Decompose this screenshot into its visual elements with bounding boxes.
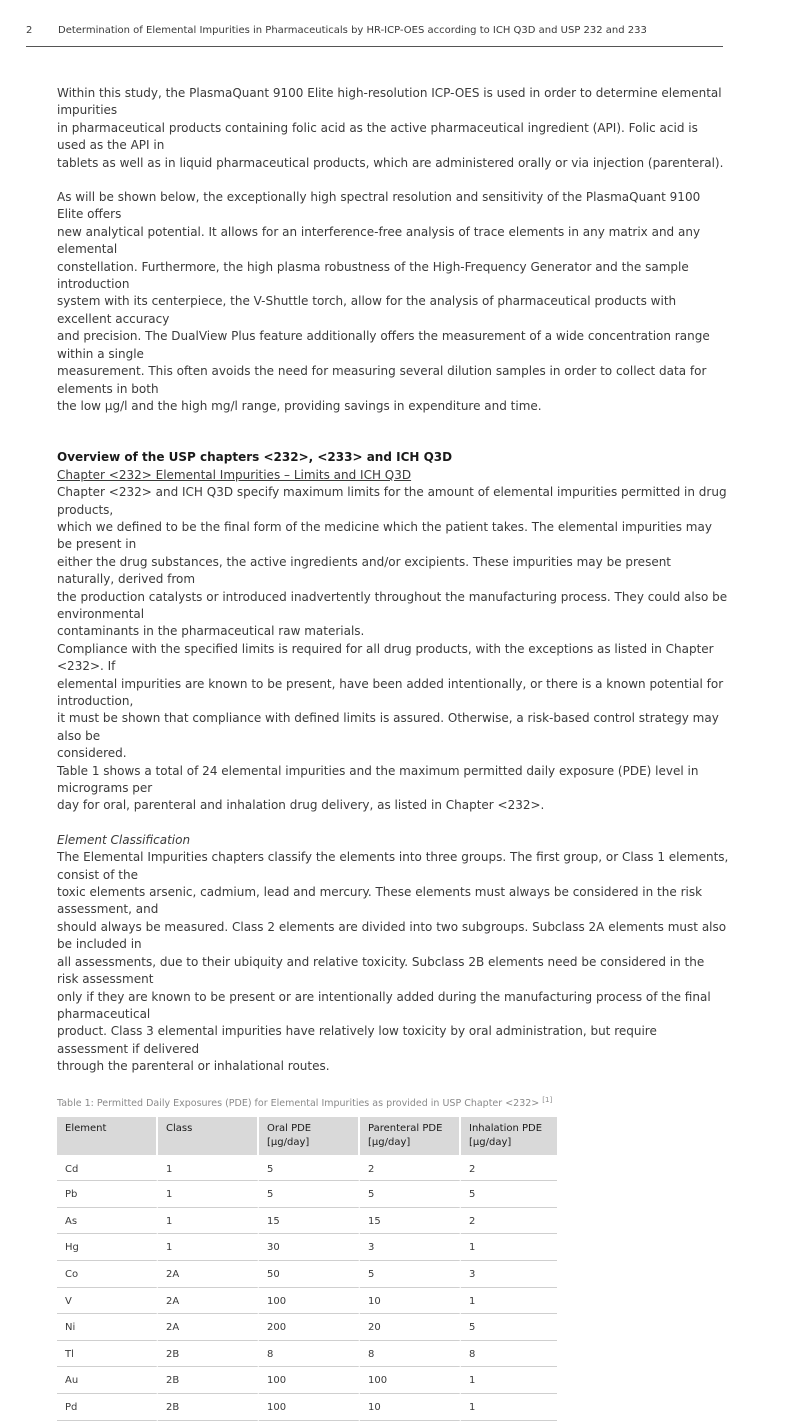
caption-text: Table 1: Permitted Daily Exposures (PDE) for Elemental Impurities as provided in USP Chapter <232> [57,1097,540,1109]
table-cell: 5 [259,1181,360,1208]
table-row [57,1288,557,1315]
pde-table [57,1117,557,1421]
text-line: should always be measured. Class 2 elements are divided into two subgroups. Subclass 2A elements must also be included in [57,919,727,952]
text-line: it must be shown that compliance with defined limits is assured. Otherwise, a risk-based control strategy may also be [57,711,719,743]
table-cell: 1 [158,1155,259,1182]
subsection-heading: Chapter <232> Elemental Impurities – Limits and ICH Q3D [57,467,412,482]
table-cell: 1 [158,1234,259,1261]
header-cell: Element [57,1117,158,1155]
text-line: either the drug substances, the active ingredients and/or excipients. These impurities may be present naturally, derived from [57,554,672,587]
table-cell: Pd [57,1394,158,1421]
text-line: Chapter <232> and ICH Q3D specify maximum limits for the amount of elemental impurities permitted in drug products, [57,485,727,517]
classification-heading: Element Classification [57,832,191,847]
table-cell: 100 [259,1288,360,1315]
table-cell: 1 [461,1288,557,1315]
text-line: system with its centerpiece, the V-Shuttle torch, allow for the analysis of pharmaceutical products with excellent accuracy [57,294,677,326]
overview-paragraph-3 [57,763,729,815]
table-cell: 2 [461,1155,557,1182]
table-row [57,1367,557,1394]
page-body [57,85,729,1421]
table-cell: As [57,1208,158,1235]
table-cell: 2A [158,1288,259,1315]
table-cell: 8 [259,1341,360,1368]
table-cell: Hg [57,1234,158,1261]
table-cell: 100 [360,1367,461,1394]
table-row [57,1208,557,1235]
table-cell: 200 [259,1314,360,1341]
table-cell: 10 [360,1394,461,1421]
text-line: Compliance with the specified limits is required for all drug products, with the exceptions as listed in Chapter <232>. If [57,641,714,674]
table-cell: 2 [360,1155,461,1182]
table-cell: 2A [158,1314,259,1341]
overview-paragraph-1 [57,484,729,641]
text-line: The Elemental Impurities chapters classify the elements into three groups. The first group, or Class 1 elements, consist of the [57,850,729,882]
text-line: considered. [57,746,127,761]
table-cell: V [57,1288,158,1315]
table-cell: 5 [360,1261,461,1288]
table-cell: 5 [360,1181,461,1208]
table-cell: 8 [461,1341,557,1368]
text-line: elemental impurities are known to be present, have been added intentionally, or there is a known potential for introduction, [57,676,724,708]
text-line: through the parenteral or inhalational routes. [57,1059,330,1074]
table-row [57,1181,557,1208]
table-cell: Tl [57,1341,158,1368]
text-line: all assessments, due to their ubiquity and relative toxicity. Subclass 2B elements need be considered in the risk assessment [57,954,705,987]
table-cell: 30 [259,1234,360,1261]
table-cell: 5 [461,1314,557,1341]
text-line: measurement. This often avoids the need for measuring several dilution samples in order to collect data for elements in both [57,364,707,396]
table-row [57,1234,557,1261]
table-cell: 10 [360,1288,461,1315]
table-cell: 2B [158,1341,259,1368]
text-line: which we defined to be the final form of the medicine which the patient takes. The elemental impurities may be present in [57,519,712,552]
section-heading: Overview of the USP chapters <232>, <233> and ICH Q3D [57,450,453,465]
table-cell: 1 [461,1367,557,1394]
table-cell: Ni [57,1314,158,1341]
text-line: in pharmaceutical products containing folic acid as the active pharmaceutical ingredient (API). Folic acid is used as the API in [57,120,698,153]
table-cell: 3 [461,1261,557,1288]
table-cell: 2B [158,1367,259,1394]
intro-paragraph-2 [57,189,729,415]
table-cell: 100 [259,1394,360,1421]
table-cell: 50 [259,1261,360,1288]
table-cell: 1 [461,1234,557,1261]
text-line: constellation. Furthermore, the high plasma robustness of the High-Frequency Generator and the sample introduction [57,259,689,292]
page-number: 2 [26,25,33,36]
table-cell: Co [57,1261,158,1288]
text-line: As will be shown below, the exceptionally high spectral resolution and sensitivity of the PlasmaQuant 9100 Elite offers [57,190,701,222]
text-line: only if they are known to be present or are intentionally added during the manufacturing process of the final pharmaceutical [57,989,711,1021]
text-line: new analytical potential. It allows for an interference-free analysis of trace elements in any matrix and any elemental [57,224,701,257]
header-cell: Class [158,1117,259,1155]
table-cell: 2B [158,1394,259,1421]
table-cell: 8 [360,1341,461,1368]
text-line: contaminants in the pharmaceutical raw materials. [57,624,365,639]
table-caption [57,1093,729,1111]
table-row [57,1261,557,1288]
text-line: tablets as well as in liquid pharmaceutical products, which are administered orally or via injection (parenteral). [57,155,724,170]
text-line: product. Class 3 elemental impurities have relatively low toxicity by oral administration, but require assessment if delivered [57,1024,657,1056]
overview-paragraph-2 [57,641,729,763]
table-cell: 5 [259,1155,360,1182]
table-row [57,1341,557,1368]
header-cell: Oral PDE [µg/day] [259,1117,360,1155]
caption-reference: [1] [542,1095,553,1104]
table-row [57,1314,557,1341]
text-line: the low µg/l and the high mg/l range, providing savings in expenditure and time. [57,398,542,413]
text-line: the production catalysts or introduced inadvertently throughout the manufacturing process. They could also be environmental [57,589,728,621]
table-header-row [57,1117,557,1155]
table-cell: 1 [461,1394,557,1421]
table-row [57,1155,557,1182]
table-cell: 3 [360,1234,461,1261]
table-cell: Pb [57,1181,158,1208]
classification-paragraph [57,849,729,1075]
table-row [57,1394,557,1421]
table-cell: 1 [158,1208,259,1235]
table-cell: 15 [360,1208,461,1235]
text-line: day for oral, parenteral and inhalation drug delivery, as listed in Chapter <232>. [57,798,545,813]
table-cell: 2 [461,1208,557,1235]
text-line: toxic elements arsenic, cadmium, lead and mercury. These elements must always be considered in the risk assessment, and [57,885,703,917]
table-cell: Au [57,1367,158,1394]
text-line: Within this study, the PlasmaQuant 9100 Elite high-resolution ICP-OES is used in order to determine elemental impurities [57,86,722,118]
header-cell: Parenteral PDE [µg/day] [360,1117,461,1155]
table-cell: 20 [360,1314,461,1341]
table-cell: 100 [259,1367,360,1394]
text-line: Table 1 shows a total of 24 elemental impurities and the maximum permitted daily exposure (PDE) level in micrograms per [57,763,699,796]
table-cell: Cd [57,1155,158,1182]
header-cell: Inhalation PDE [µg/day] [461,1117,557,1155]
running-header [26,25,723,47]
table-cell: 15 [259,1208,360,1235]
text-line: and precision. The DualView Plus feature additionally offers the measurement of a wide concentration range within a single [57,329,710,361]
table-cell: 2A [158,1261,259,1288]
running-title: Determination of Elemental Impurities in Pharmaceuticals by HR-ICP-OES according to ICH Q3D and USP 232 and 233 [58,25,647,36]
table-cell: 1 [158,1181,259,1208]
table-cell: 5 [461,1181,557,1208]
intro-paragraph-1 [57,85,729,172]
